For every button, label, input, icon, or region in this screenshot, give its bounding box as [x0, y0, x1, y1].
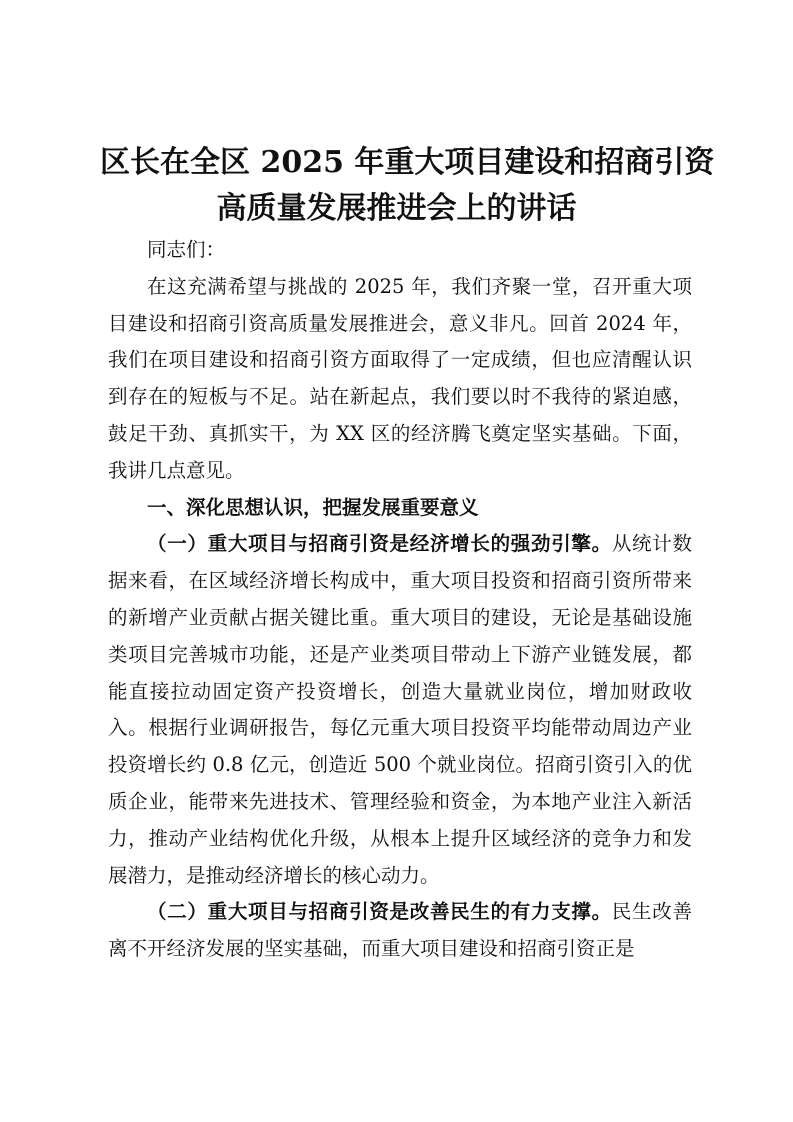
point-2-paragraph	[108, 894, 692, 968]
greeting: 同志们：	[147, 238, 226, 261]
title-line-2: 高质量发展推进会上的讲话	[216, 191, 577, 226]
point-1-lead: （一）重大项目与招商引资是经济增长的强劲引擎。	[147, 532, 612, 556]
title-line-1: 区长在全区 2025 年重大项目建设和招商引资	[100, 145, 715, 180]
point-2-lead: （二）重大项目与招商引资是改善民生的有力支撑。	[147, 900, 612, 924]
point-1-body: 从统计数据来看，在区域经济增长构成中，重大项目投资和招商引资所带来的新增产业贡献占据关键比重。重大项目的建设，无论是基础设施类项目完善城市功能，还是产业类项目带动上下游产业链发展，都能直接拉动固定资产投资增长，创造大量就业岗位，增加财政收入。根据行业调研报告，每亿元重大项目投资平均能带动周边产业投资增长约 0.8 亿元，创造近 500 个就业岗位。招商引资引入的优质企业，能带来先进技术、管理经验和资金，为本地产业注入新活力，推动产业结构优化升级，从根本上提升区域经济的竞争力和发展潜力，是推动经济增长的核心动力。	[108, 532, 692, 887]
section-1-heading: 一、深化思想认识，把握发展重要意义	[147, 495, 479, 519]
point-2-body: 民生改善离不开经济发展的坚实基础，而重大项目建设和招商引资正是	[108, 900, 692, 961]
point-1-paragraph	[108, 526, 692, 894]
document-body	[108, 232, 692, 968]
document-title	[100, 140, 715, 232]
intro-paragraph: 在这充满希望与挑战的 2025 年，我们齐聚一堂，召开重大项目建设和招商引资高质量发展推进会，意义非凡。回首 2024 年，我们在项目建设和招商引资方面取得了一定成绩，但也应清醒认识到存在的短板与不足。站在新起点，我们要以时不我待的紧迫感，鼓足干劲、真抓实干，为 XX 区的经济腾飞奠定坚实基础。下面，我讲几点意见。	[108, 274, 692, 482]
